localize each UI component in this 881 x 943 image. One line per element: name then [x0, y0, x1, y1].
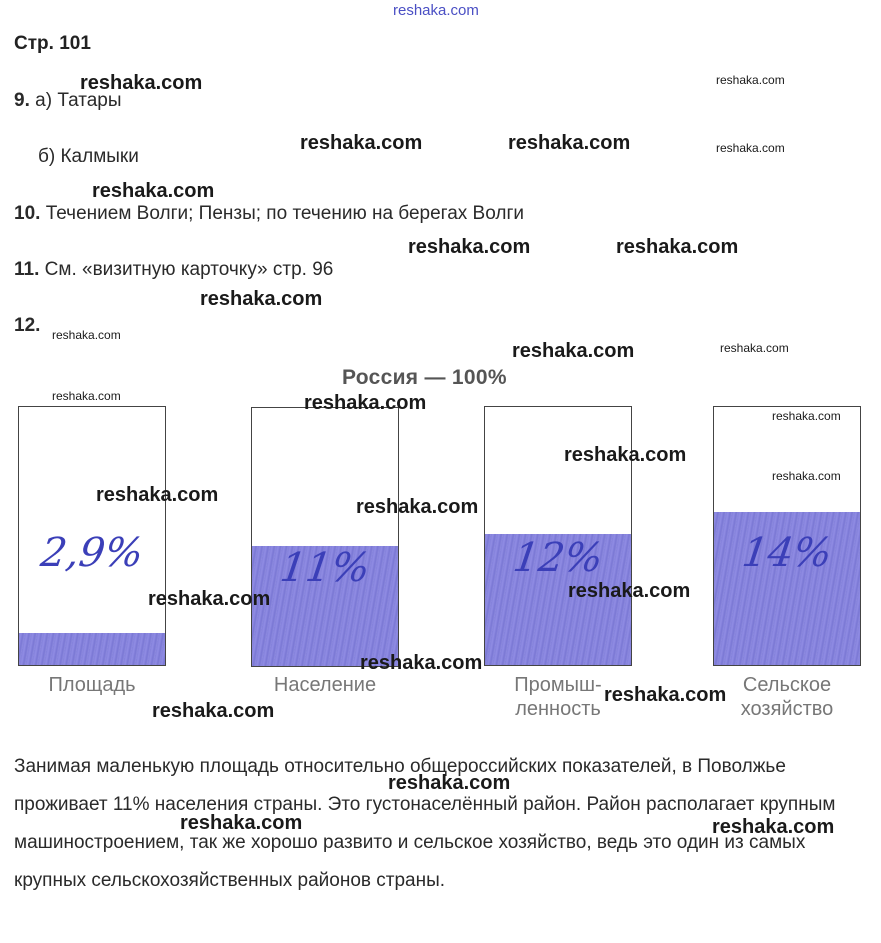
watermark: reshaka.com: [604, 684, 727, 706]
watermark-top: reshaka.com: [393, 2, 479, 19]
watermark: reshaka.com: [772, 409, 841, 423]
watermark: reshaka.com: [508, 132, 631, 154]
answer-10-number: 10.: [14, 203, 41, 224]
watermark: reshaka.com: [360, 652, 483, 674]
watermark: reshaka.com: [148, 588, 271, 610]
chart-category-label-line: Сельское: [742, 674, 832, 696]
chart-category-label-line: Промыш-: [514, 674, 602, 696]
watermark: reshaka.com: [716, 141, 785, 155]
watermark: reshaka.com: [80, 72, 203, 94]
answer-11-number: 11.: [14, 259, 40, 280]
watermark: reshaka.com: [356, 496, 479, 518]
chart-category-label-line: хозяйство: [740, 698, 834, 720]
answer-9b-text: б) Калмыки: [38, 146, 139, 167]
watermark: reshaka.com: [92, 180, 215, 202]
watermark: reshaka.com: [52, 328, 121, 342]
chart-title: Россия — 100%: [342, 366, 507, 389]
answer-11-text: См. «визитную карточку» стр. 96: [44, 259, 334, 280]
chart-category-label: [703, 673, 871, 721]
watermark: reshaka.com: [152, 700, 275, 722]
answer-9-number: 9.: [14, 90, 30, 111]
watermark: reshaka.com: [512, 340, 635, 362]
chart-value-label: 2,9%: [37, 530, 147, 576]
chart-category-label-line: Население: [273, 674, 377, 696]
watermark: reshaka.com: [720, 341, 789, 355]
page-label: Стр. 101: [14, 33, 91, 54]
watermark: reshaka.com: [200, 288, 323, 310]
watermark: reshaka.com: [180, 812, 303, 834]
watermark: reshaka.com: [568, 580, 691, 602]
watermark: reshaka.com: [304, 392, 427, 414]
conclusion-paragraph: Занимая маленькую площадь относительно общероссийских показателей, в Поволжье проживает 11% населения страны. Это густонаселённый район. Район располагает крупным машиностроением, так же хорошо развито и сельское хозяйство, ведь это один из самых крупных сельскохозяйственных районов страны.: [14, 756, 836, 891]
watermark: reshaka.com: [564, 444, 687, 466]
watermark: reshaka.com: [772, 469, 841, 483]
answer-9a-text: а) Татары: [35, 90, 122, 111]
chart-category-label: [241, 673, 409, 697]
watermark: reshaka.com: [408, 236, 531, 258]
watermark: reshaka.com: [96, 484, 219, 506]
watermark: reshaka.com: [716, 73, 785, 87]
watermark: reshaka.com: [712, 816, 835, 838]
answer-10: [14, 203, 524, 225]
watermark: reshaka.com: [300, 132, 423, 154]
watermark: reshaka.com: [388, 772, 511, 794]
chart-category-label-line: ленность: [515, 698, 601, 720]
chart-value-label: 11%: [277, 545, 373, 591]
answer-12-number: 12.: [14, 315, 41, 336]
answer-10-text: Течением Волги; Пензы; по течению на берегах Волги: [45, 203, 524, 224]
chart-bar-fill: [19, 633, 165, 665]
watermark: reshaka.com: [616, 236, 739, 258]
chart-category-label: [8, 673, 176, 697]
answer-11: [14, 259, 333, 281]
watermark: reshaka.com: [52, 389, 121, 403]
chart-bar-box: [251, 407, 399, 667]
chart-value-label: 12%: [510, 535, 606, 581]
chart-value-label: 14%: [739, 530, 835, 576]
chart-category-label-line: Площадь: [48, 674, 136, 696]
